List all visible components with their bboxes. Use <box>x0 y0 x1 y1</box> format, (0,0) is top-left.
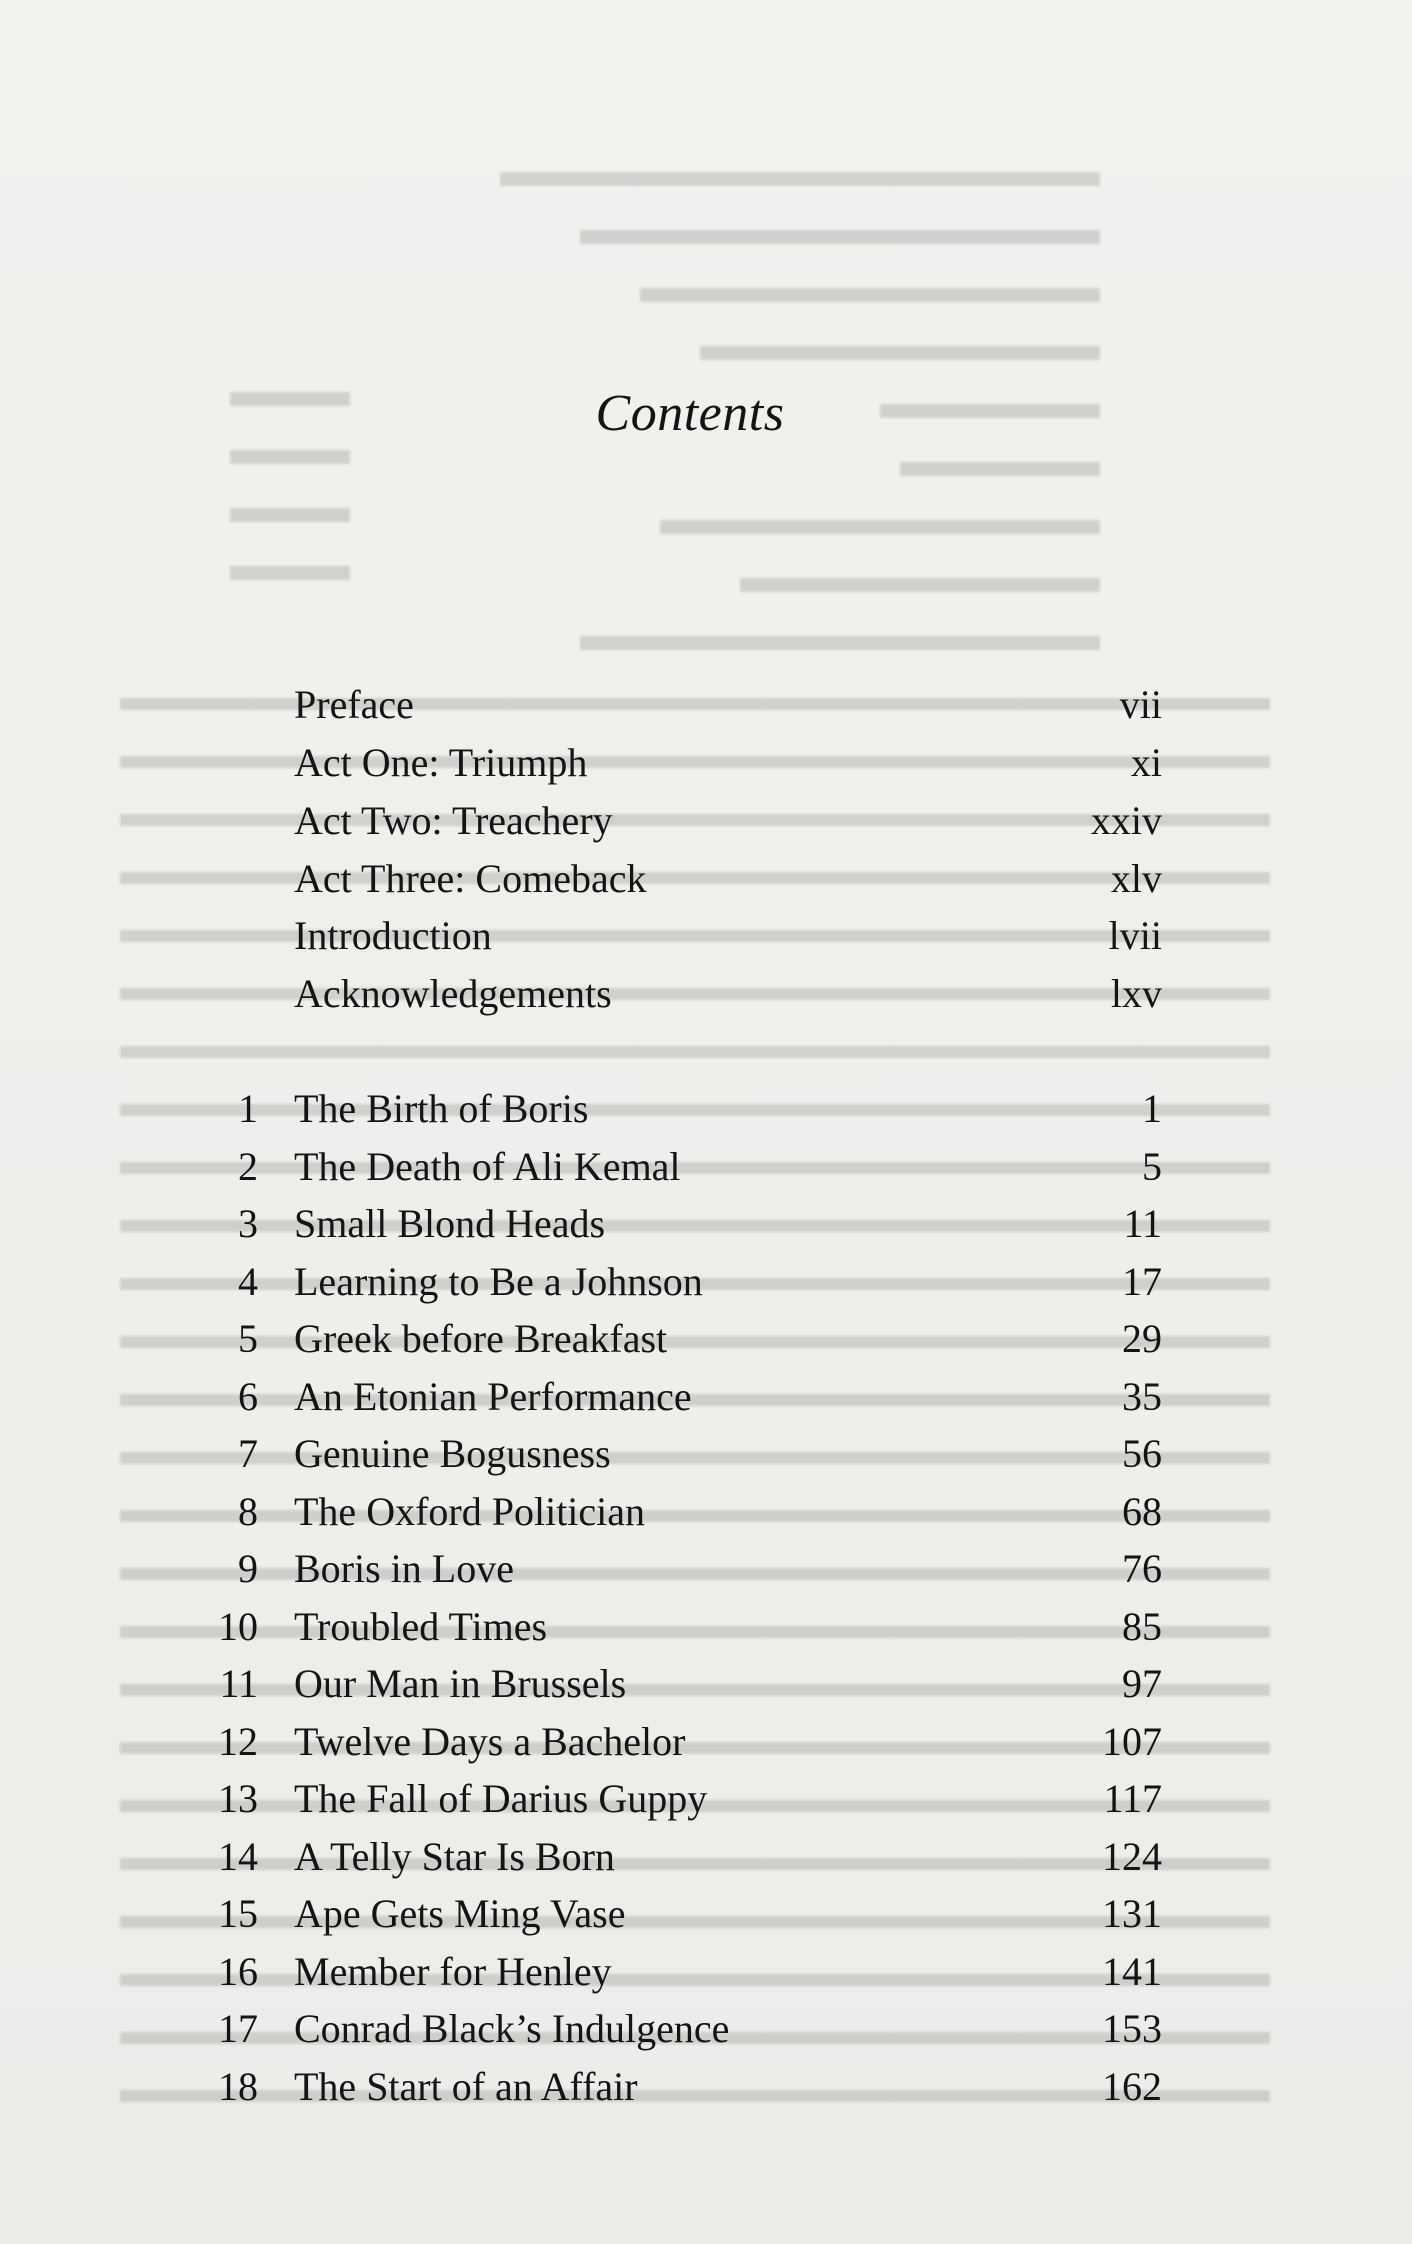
entry-page: 141 <box>1102 1949 1162 1994</box>
entry-title: Learning to Be a Johnson <box>294 1259 703 1304</box>
entry-title: Greek before Breakfast <box>294 1316 668 1361</box>
chapter-number: 7 <box>238 1431 258 1476</box>
entry-title: Troubled Times <box>294 1604 548 1649</box>
chapter-number: 18 <box>218 2064 258 2109</box>
toc-entry-chapter[interactable] <box>0 1080 1412 1138</box>
toc-entry-chapter[interactable] <box>0 1770 1412 1828</box>
toc-entry-front[interactable] <box>0 734 1412 792</box>
entry-title: The Fall of Darius Guppy <box>294 1776 708 1821</box>
entry-title: Introduction <box>294 913 492 958</box>
entry-title: Preface <box>294 682 414 727</box>
entry-page: 11 <box>1123 1201 1162 1246</box>
entry-title: The Death of Ali Kemal <box>294 1144 681 1189</box>
toc-entry-chapter[interactable] <box>0 1195 1412 1253</box>
entry-title: Small Blond Heads <box>294 1201 606 1246</box>
entry-title: Act One: Triumph <box>294 740 588 785</box>
toc-entry-front[interactable] <box>0 907 1412 965</box>
chapter-number: 6 <box>238 1374 258 1419</box>
entry-title: Acknowledgements <box>294 971 612 1016</box>
chapter-number: 4 <box>238 1259 258 1304</box>
entry-page: 117 <box>1103 1776 1162 1821</box>
entry-page: 85 <box>1122 1604 1162 1649</box>
entry-page: 5 <box>1142 1144 1162 1189</box>
entry-title: Act Three: Comeback <box>294 856 647 901</box>
entry-title: Our Man in Brussels <box>294 1661 627 1706</box>
chapter-number: 10 <box>218 1604 258 1649</box>
toc-entry-chapter[interactable] <box>0 2058 1412 2116</box>
entry-title: An Etonian Performance <box>294 1374 692 1419</box>
ghost-line <box>580 636 1100 650</box>
entry-title: The Start of an Affair <box>294 2064 638 2109</box>
entry-page: 56 <box>1122 1431 1162 1476</box>
entry-page: lvii <box>1108 913 1162 958</box>
toc-entry-chapter[interactable] <box>0 1885 1412 1943</box>
entry-title: A Telly Star Is Born <box>294 1834 615 1879</box>
entry-title: Ape Gets Ming Vase <box>294 1891 626 1936</box>
entry-page: xlv <box>1110 856 1162 901</box>
entry-page: 68 <box>1122 1489 1162 1534</box>
entry-page: 76 <box>1122 1546 1162 1591</box>
ghost-line <box>740 578 1100 592</box>
chapter-number: 5 <box>238 1316 258 1361</box>
toc-entry-chapter[interactable] <box>0 1655 1412 1713</box>
toc-entry-chapter[interactable] <box>0 1425 1412 1483</box>
entry-title: Member for Henley <box>294 1949 612 1994</box>
toc-entry-chapter[interactable] <box>0 1253 1412 1311</box>
ghost-line <box>660 520 1100 534</box>
toc-entry-chapter[interactable] <box>0 1540 1412 1598</box>
chapter-number: 1 <box>238 1086 258 1131</box>
entry-title: The Oxford Politician <box>294 1489 646 1534</box>
ghost-line <box>580 230 1100 244</box>
chapter-number: 8 <box>238 1489 258 1534</box>
entry-page: 1 <box>1142 1086 1162 1131</box>
entry-page: xi <box>1130 740 1162 785</box>
toc-entry-front[interactable] <box>0 965 1412 1023</box>
ghost-number <box>230 566 350 580</box>
toc-entry-front[interactable] <box>0 850 1412 908</box>
ghost-line <box>640 288 1100 302</box>
toc-entry-chapter[interactable] <box>0 1310 1412 1368</box>
toc-entry-front[interactable] <box>0 676 1412 734</box>
toc-entry-chapter[interactable] <box>0 1483 1412 1541</box>
toc-entry-chapter[interactable] <box>0 1713 1412 1771</box>
chapter-number: 16 <box>218 1949 258 1994</box>
entry-page: 29 <box>1122 1316 1162 1361</box>
ghost-number <box>230 450 350 464</box>
ghost-line <box>120 1046 1270 1058</box>
entry-page: 107 <box>1102 1719 1162 1764</box>
entry-page: xxiv <box>1090 798 1162 843</box>
entry-title: Act Two: Treachery <box>294 798 613 843</box>
entry-page: 162 <box>1102 2064 1162 2109</box>
entry-page: lxv <box>1110 971 1162 1016</box>
chapter-number: 9 <box>238 1546 258 1591</box>
toc-entry-chapter[interactable] <box>0 1828 1412 1886</box>
toc-entry-chapter[interactable] <box>0 1368 1412 1426</box>
entry-title: Conrad Black’s Indulgence <box>294 2006 730 2051</box>
toc-entry-chapter[interactable] <box>0 1598 1412 1656</box>
entry-page: 17 <box>1122 1259 1162 1304</box>
chapter-number: 3 <box>238 1201 258 1246</box>
ghost-number <box>230 508 350 522</box>
entry-page: 153 <box>1102 2006 1162 2051</box>
toc-entry-chapter[interactable] <box>0 2000 1412 2058</box>
entry-title: Twelve Days a Bachelor <box>294 1719 686 1764</box>
entry-page: 131 <box>1102 1891 1162 1936</box>
toc-entry-chapter[interactable] <box>0 1138 1412 1196</box>
chapter-number: 14 <box>218 1834 258 1879</box>
entry-title: Genuine Bogusness <box>294 1431 611 1476</box>
ghost-line <box>500 172 1100 186</box>
chapter-number: 13 <box>218 1776 258 1821</box>
entry-page: vii <box>1119 682 1162 727</box>
chapter-number: 12 <box>218 1719 258 1764</box>
toc-entry-front[interactable] <box>0 792 1412 850</box>
chapter-number: 17 <box>218 2006 258 2051</box>
chapter-number: 2 <box>238 1144 258 1189</box>
ghost-line <box>700 346 1100 360</box>
entry-page: 97 <box>1122 1661 1162 1706</box>
entry-title: The Birth of Boris <box>294 1086 589 1131</box>
entry-title: Boris in Love <box>294 1546 514 1591</box>
toc-entry-chapter[interactable] <box>0 1943 1412 2001</box>
entry-page: 124 <box>1102 1834 1162 1879</box>
chapter-number: 15 <box>218 1891 258 1936</box>
contents-title: Contents <box>595 385 785 442</box>
chapter-number: 11 <box>219 1661 258 1706</box>
entry-page: 35 <box>1122 1374 1162 1419</box>
ghost-line <box>900 462 1100 476</box>
